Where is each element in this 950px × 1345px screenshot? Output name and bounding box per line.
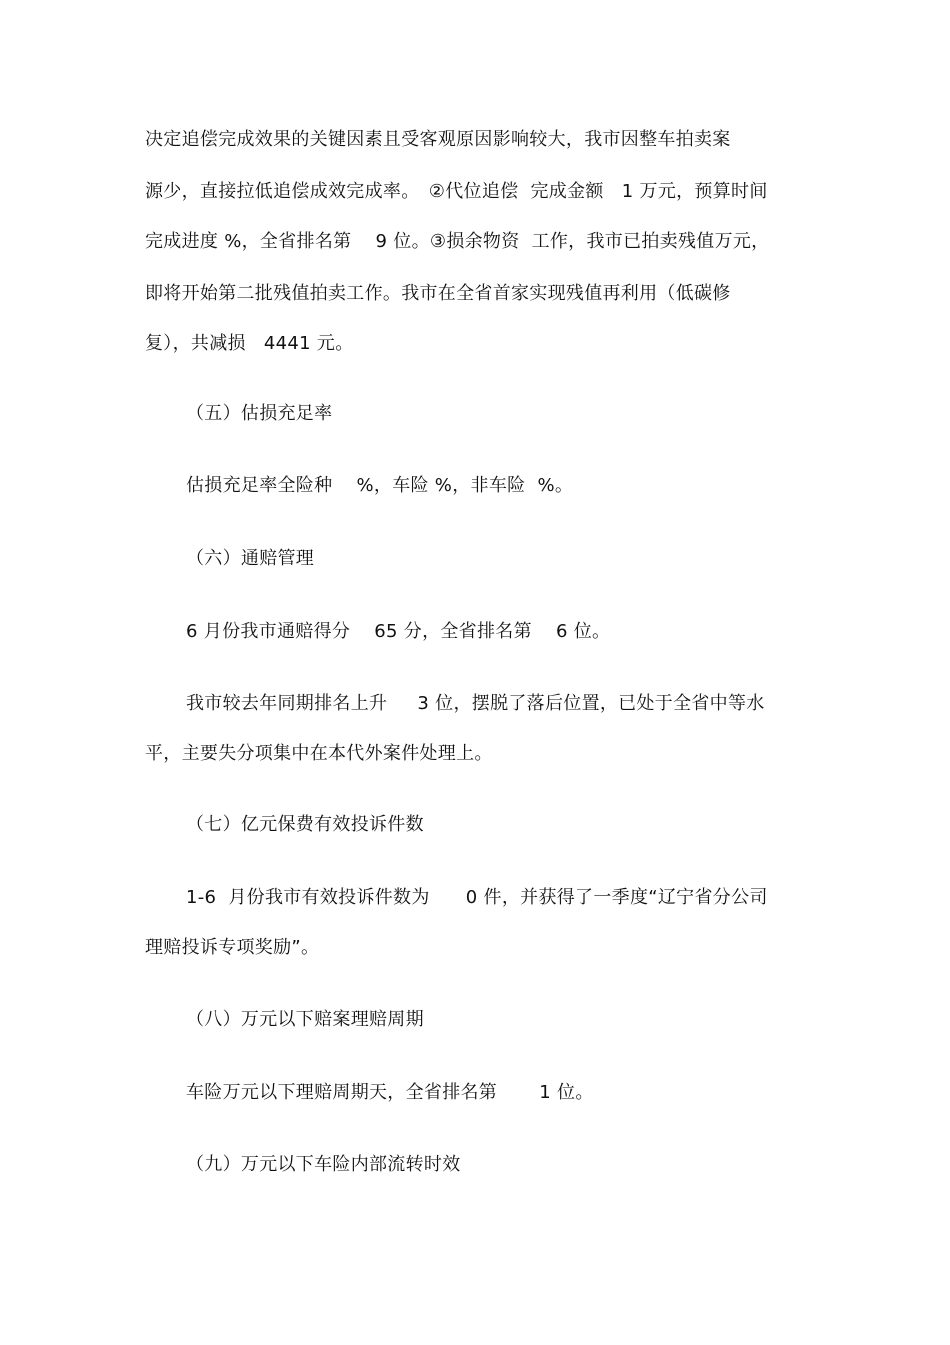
paragraph-line: 估损充足率全险种 %，车险 %，非车险 %。 — [186, 475, 574, 496]
paragraph-line: 我市较去年同期排名上升 3 位，摆脱了落后位置，已处于全省中等水 — [186, 693, 765, 714]
section-heading-5: （五）估损充足率 — [186, 403, 333, 424]
paragraph-line: 源少，直接拉低追偿成效完成率。 ②代位追偿 完成金额 1 万元，预算时间 — [145, 181, 768, 202]
paragraph-line: 车险万元以下理赔周期天，全省排名第 1 位。 — [186, 1082, 594, 1103]
paragraph-line: 理赔投诉专项奖励”。 — [145, 937, 320, 958]
paragraph-line: 决定追偿完成效果的关键因素且受客观原因影响较大，我市因整车拍卖案 — [145, 129, 731, 150]
paragraph-line: 复），共减损 4441 元。 — [145, 333, 354, 354]
paragraph-line: 6 月份我市通赔得分 65 分，全省排名第 6 位。 — [186, 621, 611, 642]
paragraph-line: 平，主要失分项集中在本代外案件处理上。 — [145, 743, 493, 764]
section-heading-7: （七）亿元保费有效投诉件数 — [186, 814, 424, 835]
paragraph-line: 1-6 月份我市有效投诉件数为 0 件，并获得了一季度“辽宁省分公司 — [186, 887, 768, 908]
section-heading-8: （八）万元以下赔案理赔周期 — [186, 1009, 424, 1030]
section-heading-9: （九）万元以下车险内部流转时效 — [186, 1154, 461, 1175]
section-heading-6: （六）通赔管理 — [186, 548, 315, 569]
paragraph-line: 完成进度 %，全省排名第 9 位。③损余物资 工作，我市已拍卖残值万元， — [145, 231, 770, 252]
paragraph-line: 即将开始第二批残值拍卖工作。我市在全省首家实现残值再利用（低碳修 — [145, 283, 731, 304]
